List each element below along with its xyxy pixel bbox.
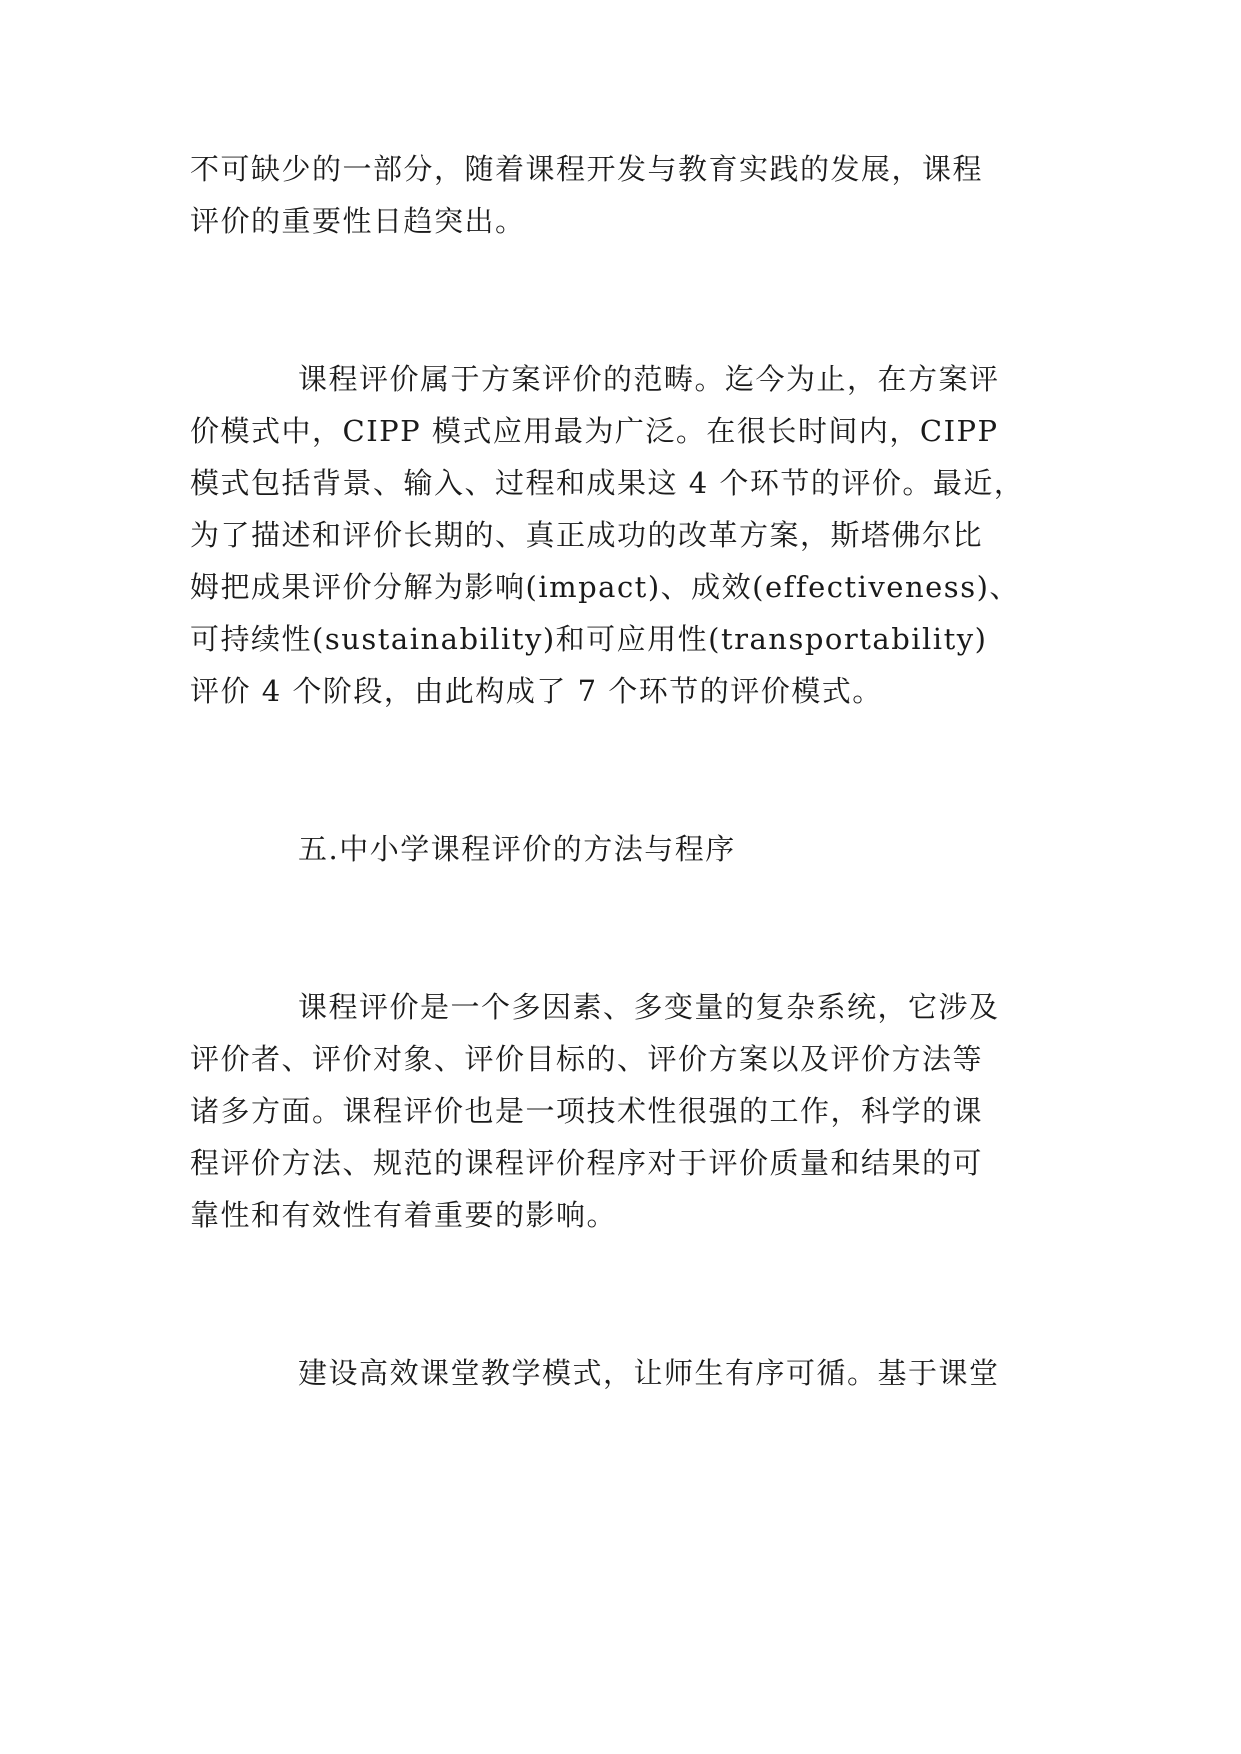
paragraph-2-line-5: 姆把成果评价分解为影响(impact)、成效(effectiveness)、 — [190, 570, 1020, 604]
paragraph-3-line-2: 评价者、评价对象、评价目标的、评价方案以及评价方法等 — [190, 1042, 984, 1076]
paragraph-2-line-6: 可持续性(sustainability)和可应用性(transportability) — [190, 622, 988, 656]
paragraph-3-line-5: 靠性和有效性有着重要的影响。 — [190, 1198, 618, 1232]
paragraph-2-line-7: 评价 4 个阶段，由此构成了 7 个环节的评价模式。 — [190, 674, 883, 708]
paragraph-4-line-1: 建设高效课堂教学模式，让师生有序可循。基于课堂 — [298, 1356, 1000, 1390]
paragraph-3-line-4: 程评价方法、规范的课程评价程序对于评价质量和结果的可 — [190, 1146, 984, 1180]
paragraph-2-line-1: 课程评价属于方案评价的范畴。迄今为止，在方案评 — [298, 362, 1000, 396]
section-heading: 五.中小学课程评价的方法与程序 — [298, 832, 736, 866]
paragraph-2-line-2: 价模式中，CIPP 模式应用最为广泛。在很长时间内，CIPP — [190, 414, 999, 448]
paragraph-2-line-4: 为了描述和评价长期的、真正成功的改革方案，斯塔佛尔比 — [190, 518, 984, 552]
paragraph-1-line-2: 评价的重要性日趋突出。 — [190, 204, 526, 238]
paragraph-1-line-1: 不可缺少的一部分，随着课程开发与教育实践的发展，课程 — [190, 152, 984, 186]
paragraph-3-line-3: 诸多方面。课程评价也是一项技术性很强的工作，科学的课 — [190, 1094, 984, 1128]
paragraph-2-line-3: 模式包括背景、输入、过程和成果这 4 个环节的评价。最近， — [190, 466, 1025, 500]
paragraph-3-line-1: 课程评价是一个多因素、多变量的复杂系统，它涉及 — [298, 990, 1000, 1024]
